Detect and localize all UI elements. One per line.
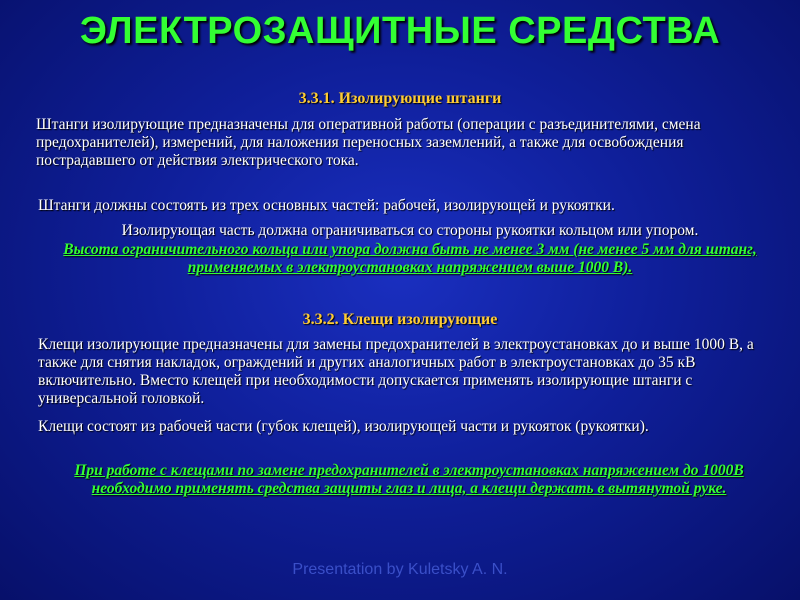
paragraph-rods-parts: Штанги должны состоять из трех основных частей: рабочей, изолирующей и рукоятки.: [38, 197, 615, 214]
section-heading-insulating-pliers: 3.3.2. Клещи изолирующие: [302, 311, 498, 328]
paragraph-pliers-purpose: Клещи изолирующие предназначены для замены предохранителей в электроустановках до и выше 1000 В, а также для снятия накладок, ограждений и других аналогичных работ в электроустановках до 35 кВ включительно. Вместо клещей при необходимости допускается применять изолирующие штанги с универсальной головкой.: [38, 336, 754, 407]
note-pliers-safety: При работе с клещами по замене предохранителей в электроустановках напряжением до 1000В необходимо применять средства защиты глаз и лица, а клещи держать в вытянутой руке.: [74, 462, 744, 497]
paragraph-pliers-parts: Клещи состоят из рабочей части (губок клещей), изолирующей части и рукояток (рукоятки).: [38, 418, 649, 435]
slide-title: ЭЛЕКТРОЗАЩИТНЫЕ СРЕДСТВА: [79, 10, 721, 52]
section-heading-insulating-rods: 3.3.1. Изолирующие штанги: [298, 90, 502, 107]
paragraph-rods-insulating-part: Изолирующая часть должна ограничиваться со стороны рукоятки кольцом или упором.: [121, 222, 699, 239]
footer-credit: Presentation by Kuletsky A. N.: [292, 561, 508, 578]
paragraph-rods-purpose: Штанги изолирующие предназначены для оперативной работы (операции с разъединителями, смена предохранителей), измерений, для наложения переносных заземлений, а также для освобождения пострадавшего от действия электрического тока.: [36, 116, 701, 169]
note-rods-ring-height: Высота ограничительного кольца или упора должна быть не менее 3 мм (не менее 5 мм для штанг, применяемых в электроустановках напряжением выше 1000 В).: [63, 241, 757, 276]
